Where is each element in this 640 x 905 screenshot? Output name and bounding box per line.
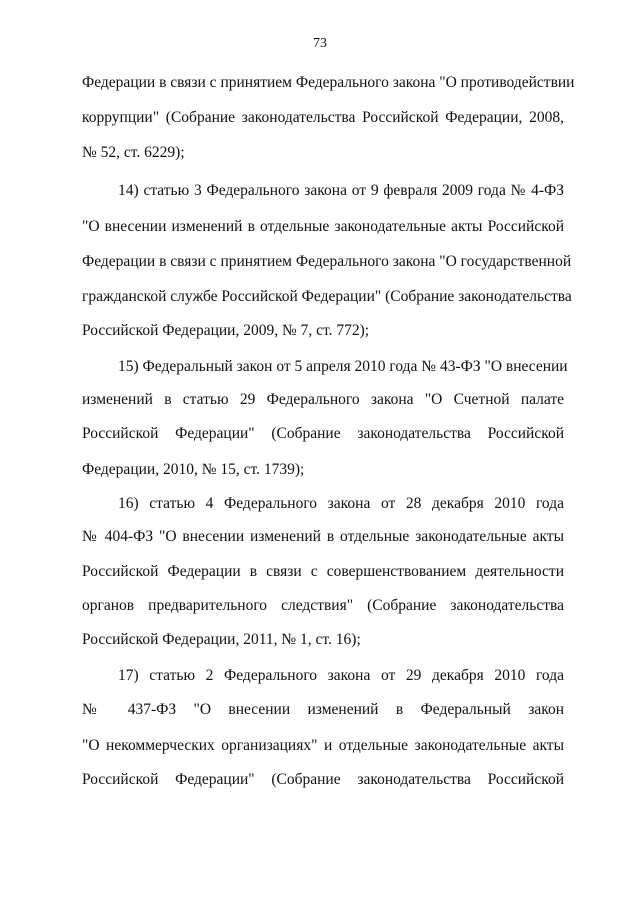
text-line: 16) статью 4 Федерального закона от 28 декабря 2010 года <box>118 495 564 512</box>
text-line: изменений в статью 29 Федерального закона "О Счетной палате <box>82 391 564 408</box>
page-number: 73 <box>313 36 327 51</box>
text-line: "О внесении изменений в отдельные законодательные акты Российской <box>82 218 564 235</box>
text-line: коррупции" (Собрание законодательства Российской Федерации, 2008, <box>82 109 564 126</box>
text-line: Российской Федерации, 2009, № 7, ст. 772); <box>82 322 370 339</box>
text-line: 17) статью 2 Федерального закона от 29 декабря 2010 года <box>118 667 564 684</box>
text-line: Российской Федерации" (Собрание законодательства Российской <box>82 425 564 442</box>
text-line: Федерации, 2010, № 15, ст. 1739); <box>82 461 305 478</box>
text-line: № 52, ст. 6229); <box>82 144 185 161</box>
text-line: 14) статью 3 Федерального закона от 9 февраля 2009 года № 4-ФЗ <box>118 182 564 199</box>
text-line: Федерации в связи с принятием Федерального закона "О государственной <box>82 253 572 270</box>
text-line: Российской Федерации, 2011, № 1, ст. 16); <box>82 631 361 648</box>
text-line: № 437-ФЗ "О внесении изменений в Федеральный закон <box>82 701 564 718</box>
text-line: 15) Федеральный закон от 5 апреля 2010 года № 43-ФЗ "О внесении <box>118 358 568 375</box>
text-line: органов предварительного следствия" (Собрание законодательства <box>82 597 564 614</box>
text-line: № 404-ФЗ "О внесении изменений в отдельные законодательные акты <box>82 528 564 545</box>
text-line: Федерации в связи с принятием Федерального закона "О противодействии <box>82 74 575 91</box>
text-line: Российской Федерации" (Собрание законодательства Российской <box>82 771 564 788</box>
text-line: Российской Федерации в связи с совершенствованием деятельности <box>82 563 564 580</box>
text-line: гражданской службе Российской Федерации" (Собрание законодательства <box>82 288 572 305</box>
text-line: "О некоммерческих организациях" и отдельные законодательные акты <box>82 737 564 754</box>
